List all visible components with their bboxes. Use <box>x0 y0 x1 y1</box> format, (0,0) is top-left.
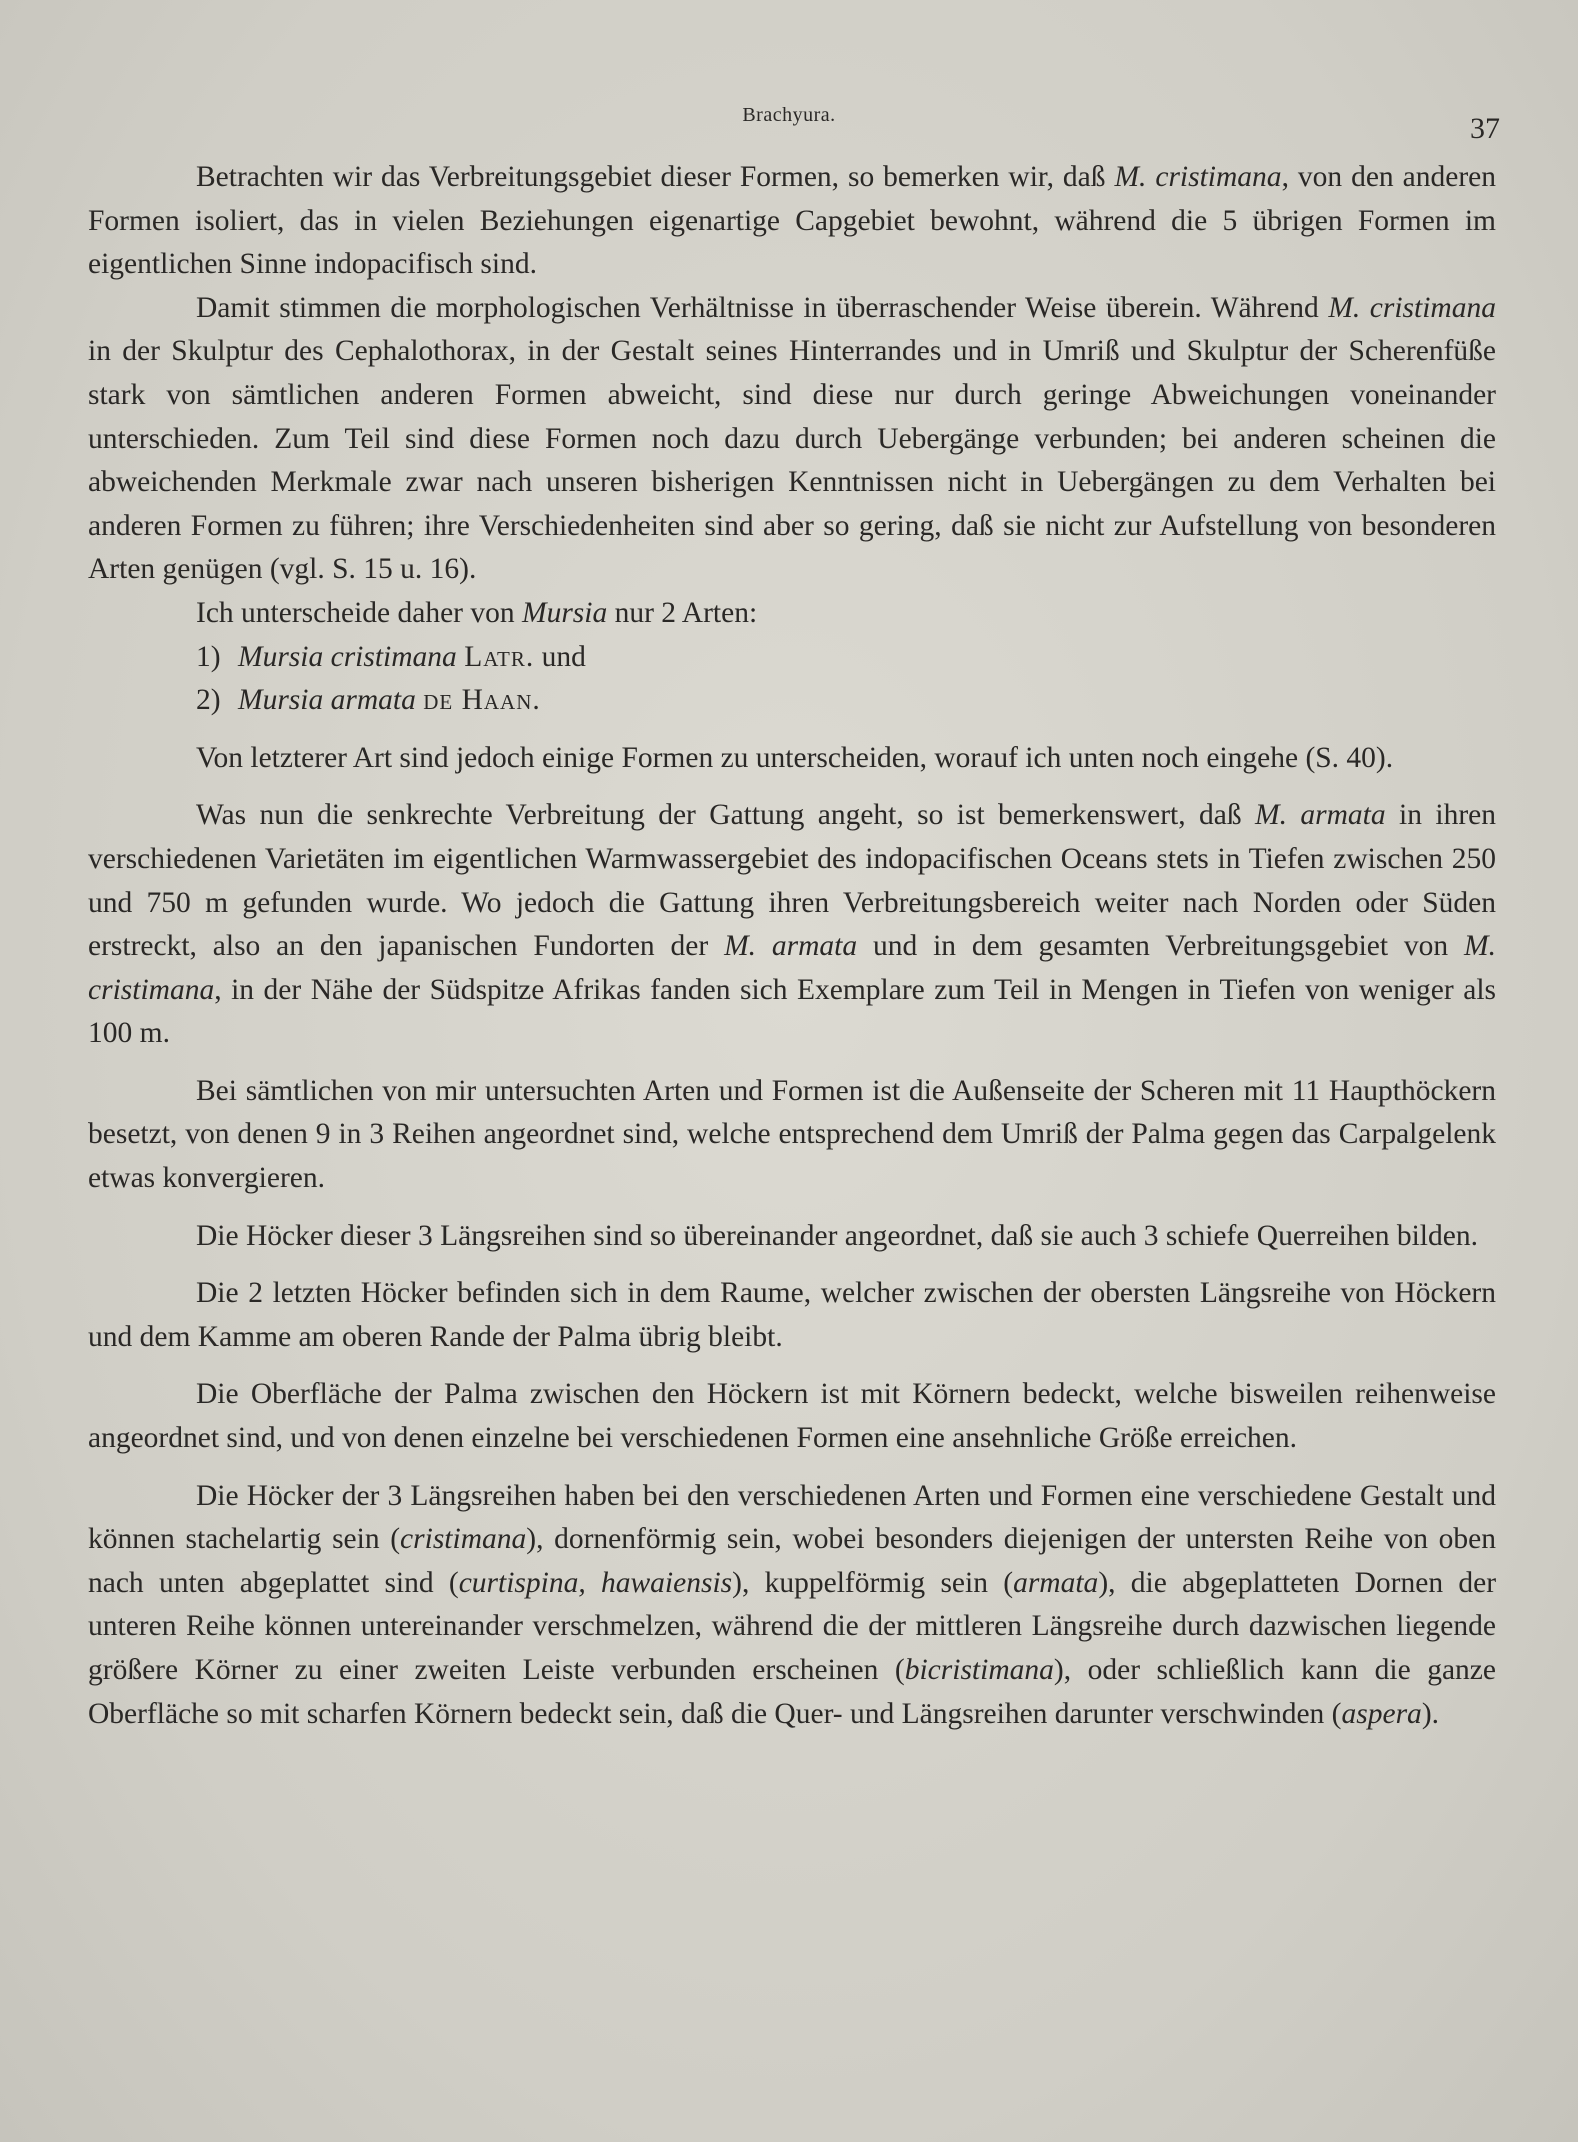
species-author: Latr. <box>464 640 535 673</box>
paragraph-8: Die 2 letzten Höcker befinden sich in dem Raume, welcher zwischen der obersten Längsreihe von Höckern und dem Kamme am oberen Rande der Palma übrig bleibt. <box>88 1277 1496 1353</box>
paragraph-7: Die Höcker dieser 3 Längsreihen sind so übereinander angeordnet, daß sie auch 3 schiefe Querreihen bilden. <box>196 1219 1478 1252</box>
paragraph-6: Bei sämtlichen von mir untersuchten Arten und Formen ist die Außenseite der Scheren mit 11 Haupthöckern besetzt, von denen 9 in 3 Reihen angeordnet sind, welche entsprechend dem Umriß der Palma gegen das Carpalgelenk etwas konvergieren. <box>88 1074 1496 1195</box>
species-name: M. cristimana <box>88 930 1496 1006</box>
form-name: aspera <box>1341 1697 1422 1730</box>
text-run: Damit stimmen die morphologischen Verhältnisse in überraschender Weise überein. Während <box>196 291 1329 324</box>
species-name: Mursia armata <box>238 684 416 717</box>
form-name: bicristimana <box>904 1654 1054 1686</box>
paragraph-1 <box>88 156 1496 287</box>
paragraph-10 <box>88 1475 1496 1737</box>
text-run: in ihren verschiedenen Varietäten im eigentlichen Warmwassergebiet des indopacifischen Oceans stets in Tiefen zwischen 250 und 750 m gefunden wurde. Wo jedoch die Gattung ihren Verbreitungsbereich weiter nach Norden oder Süden erstreckt, also an den japanischen Fundorten der <box>88 799 1496 963</box>
paragraph-3 <box>88 592 1496 636</box>
text-run: und in dem gesamten Verbreitungsgebiet von <box>857 930 1465 963</box>
paragraph-5 <box>88 794 1496 1056</box>
species-name: M. cristimana <box>1328 291 1496 324</box>
text-run: Betrachten wir das Verbreitungsgebiet dieser Formen, so bemerken wir, daß <box>196 161 1115 193</box>
species-list-item <box>88 636 1496 680</box>
text-run: und <box>534 640 586 673</box>
text-run: ), dornenförmig sein, wobei besonders diejenigen der untersten Reihe von oben nach unten abgeplattet sind ( <box>88 1523 1496 1599</box>
text-run: , von den anderen Formen isoliert, das in vielen Beziehungen eigenartige Capgebiet bewohnt, während die 5 übrigen Formen im eigentlichen Sinne indopacifisch sind. <box>88 161 1496 281</box>
text-run: Ich unterscheide daher von <box>196 596 522 629</box>
form-name: armata <box>1013 1566 1099 1599</box>
text-run: Die Höcker der 3 Längsreihen haben bei den verschiedenen Arten und Formen eine verschiedene Gestalt und können stachelartig sein ( <box>88 1479 1496 1556</box>
paragraph-9: Die Oberfläche der Palma zwischen den Höckern ist mit Körnern bedeckt, welche bisweilen reihenweise angeordnet sind, und von denen einzelne bei verschiedenen Formen eine ansehnliche Größe erreichen. <box>88 1378 1496 1455</box>
text-run: in der Skulptur des Cephalothorax, in der Gestalt seines Hinterrandes und in Umriß und Skulptur der Scherenfüße stark von sämtlichen anderen Formen abweicht, sind diese nur durch geringe Abweichungen voneinander unterschieden. Zum Teil sind diese Formen noch dazu durch Uebergänge verbunden; bei anderen scheinen die abweichenden Merkmale zwar nach unseren bisherigen Kenntnissen nicht in Uebergängen zu dem Verhalten bei anderen Formen zu führen; ihre Verschiedenheiten sind aber so gering, daß sie nicht zur Aufstellung von besonderen Arten genügen (vgl. S. 15 u. 16). <box>88 335 1496 586</box>
species-name: M. cristimana <box>1114 161 1282 193</box>
species-list-item <box>88 679 1496 723</box>
text-run: , in der Nähe der Südspitze Afrikas fanden sich Exemplare zum Teil in Mengen in Tiefen von weniger als 100 m. <box>88 973 1496 1050</box>
species-author: de Haan. <box>423 684 541 717</box>
running-head: Brachyura. <box>742 104 836 126</box>
paragraph-4: Von letzterer Art sind jedoch einige Formen zu unterscheiden, worauf ich unten noch eingehe (S. 40). <box>196 741 1394 774</box>
text-run: nur 2 Arten: <box>607 596 758 629</box>
text-run: Was nun die senkrechte Verbreitung der Gattung angeht, so ist bemerkenswert, daß <box>196 799 1256 832</box>
text-run: ), die abgeplatteten Dornen der unteren Reihe können untereinander verschmelzen, während die der mittleren Längsreihe durch dazwischen liegende größere Körner zu einer zweiten Leiste verbunden erscheinen ( <box>88 1566 1497 1686</box>
species-name: M. armata <box>724 930 858 963</box>
text-run: ). <box>1421 1697 1440 1730</box>
list-number: 2) <box>196 684 221 717</box>
form-name: curtispina, hawaiensis <box>458 1566 733 1599</box>
text-run: ), oder schließlich kann die ganze Oberfläche so mit scharfen Körnern bedeckt sein, daß die Quer- und Längsreihen darunter verschwinden ( <box>88 1654 1496 1730</box>
genus-name: Mursia <box>522 596 608 629</box>
form-name: cristimana <box>400 1523 527 1556</box>
species-name: Mursia cristimana <box>238 640 457 673</box>
species-name: M. armata <box>1255 799 1386 832</box>
page-number: 37 <box>1470 112 1500 145</box>
text-run: ), kuppelförmig sein ( <box>732 1566 1014 1599</box>
list-number: 1) <box>196 640 221 673</box>
paragraph-2 <box>88 287 1496 592</box>
body-text <box>88 156 1496 1736</box>
